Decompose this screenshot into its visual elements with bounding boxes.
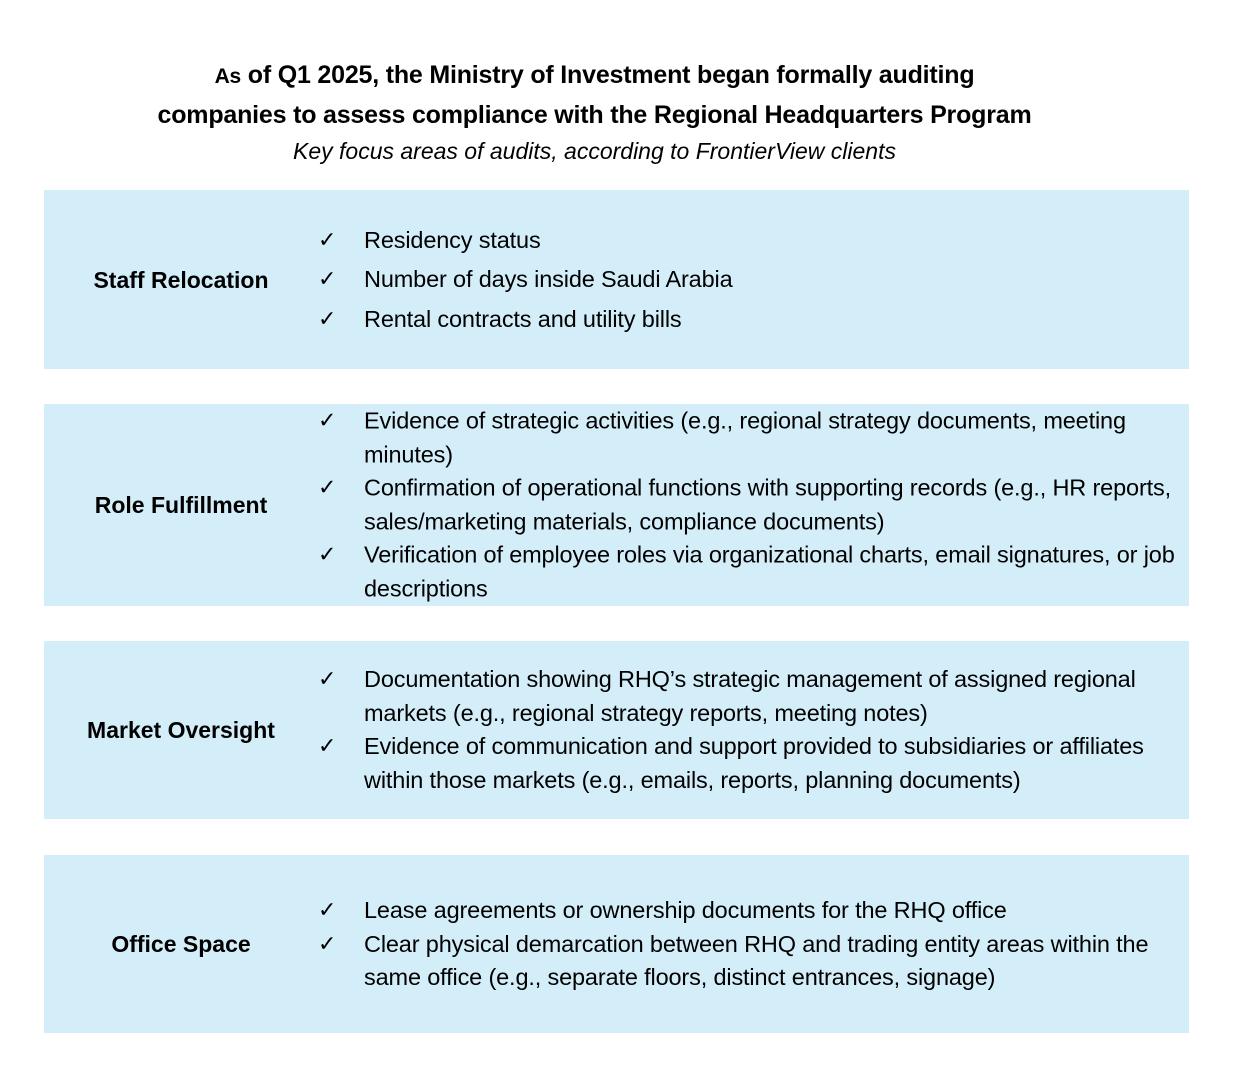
list-item-text: Confirmation of operational functions with supporting records (e.g., HR reports, sales/marketing materials, compliance documents): [364, 474, 1171, 534]
title-line-2: companies to assess compliance with the Regional Headquarters Program: [157, 101, 1032, 129]
check-mark-icon: ✓: [318, 266, 337, 292]
list-item-text: Documentation showing RHQ’s strategic management of assigned regional markets (e.g., regional strategy reports, meeting notes): [364, 666, 1136, 726]
header: [0, 56, 1189, 168]
section-label: Role Fulfillment: [94, 492, 268, 518]
section-role-fulfillment: [44, 404, 1189, 606]
focus-list: [318, 894, 1189, 995]
list-item-text: Rental contracts and utility bills: [364, 305, 682, 332]
title-prefix: As: [214, 65, 242, 88]
check-mark-icon: ✓: [318, 227, 337, 253]
check-mark-icon: ✓: [318, 306, 337, 332]
list-item-text: Verification of employee roles via organizational charts, email signatures, or job descriptions: [364, 541, 1175, 601]
check-mark-icon: ✓: [318, 734, 337, 759]
list-item-text: Number of days inside Saudi Arabia: [364, 265, 733, 292]
focus-list: [318, 220, 1189, 339]
check-mark-icon: ✓: [318, 931, 337, 957]
title-line-1: [0, 56, 1189, 96]
list-item: [318, 539, 1189, 606]
focus-list: [318, 663, 1189, 797]
section-market-oversight: [44, 641, 1189, 819]
list-item-text: Clear physical demarcation between RHQ and trading entity areas within the same office (e.g., separate floors, distinct entrances, signage): [364, 930, 1149, 990]
list-item-text: Residency status: [364, 226, 541, 253]
list-item: [318, 472, 1189, 539]
check-mark-icon: ✓: [318, 408, 337, 434]
list-item: [318, 220, 1189, 260]
list-item: [318, 260, 1189, 300]
check-mark-icon: ✓: [318, 542, 337, 568]
title-line-1-text: of Q1 2025, the Ministry of Investment began formally auditing: [241, 61, 975, 89]
list-item: [318, 299, 1189, 339]
list-item: [318, 894, 1189, 928]
list-item-text: Evidence of communication and support provided to subsidiaries or affiliates within those markets (e.g., emails, reports, planning documents): [364, 733, 1144, 793]
section-label: Office Space: [111, 931, 251, 957]
section-office-space: [44, 855, 1189, 1033]
subtitle: Key focus areas of audits, according to FrontierView clients: [293, 138, 896, 164]
list-item: [318, 927, 1189, 994]
list-item-text: Evidence of strategic activities (e.g., regional strategy documents, meeting minutes): [364, 407, 1126, 467]
list-item: [318, 663, 1189, 730]
focus-list: [318, 405, 1189, 606]
list-item: [318, 730, 1189, 797]
section-label: Market Oversight: [87, 717, 275, 743]
check-mark-icon: ✓: [318, 475, 337, 501]
check-mark-icon: ✓: [318, 897, 337, 923]
section-label: Staff Relocation: [93, 266, 269, 293]
check-mark-icon: ✓: [318, 667, 337, 692]
list-item: [318, 405, 1189, 472]
section-staff-relocation: [44, 190, 1189, 369]
list-item-text: Lease agreements or ownership documents for the RHQ office: [364, 896, 1007, 923]
